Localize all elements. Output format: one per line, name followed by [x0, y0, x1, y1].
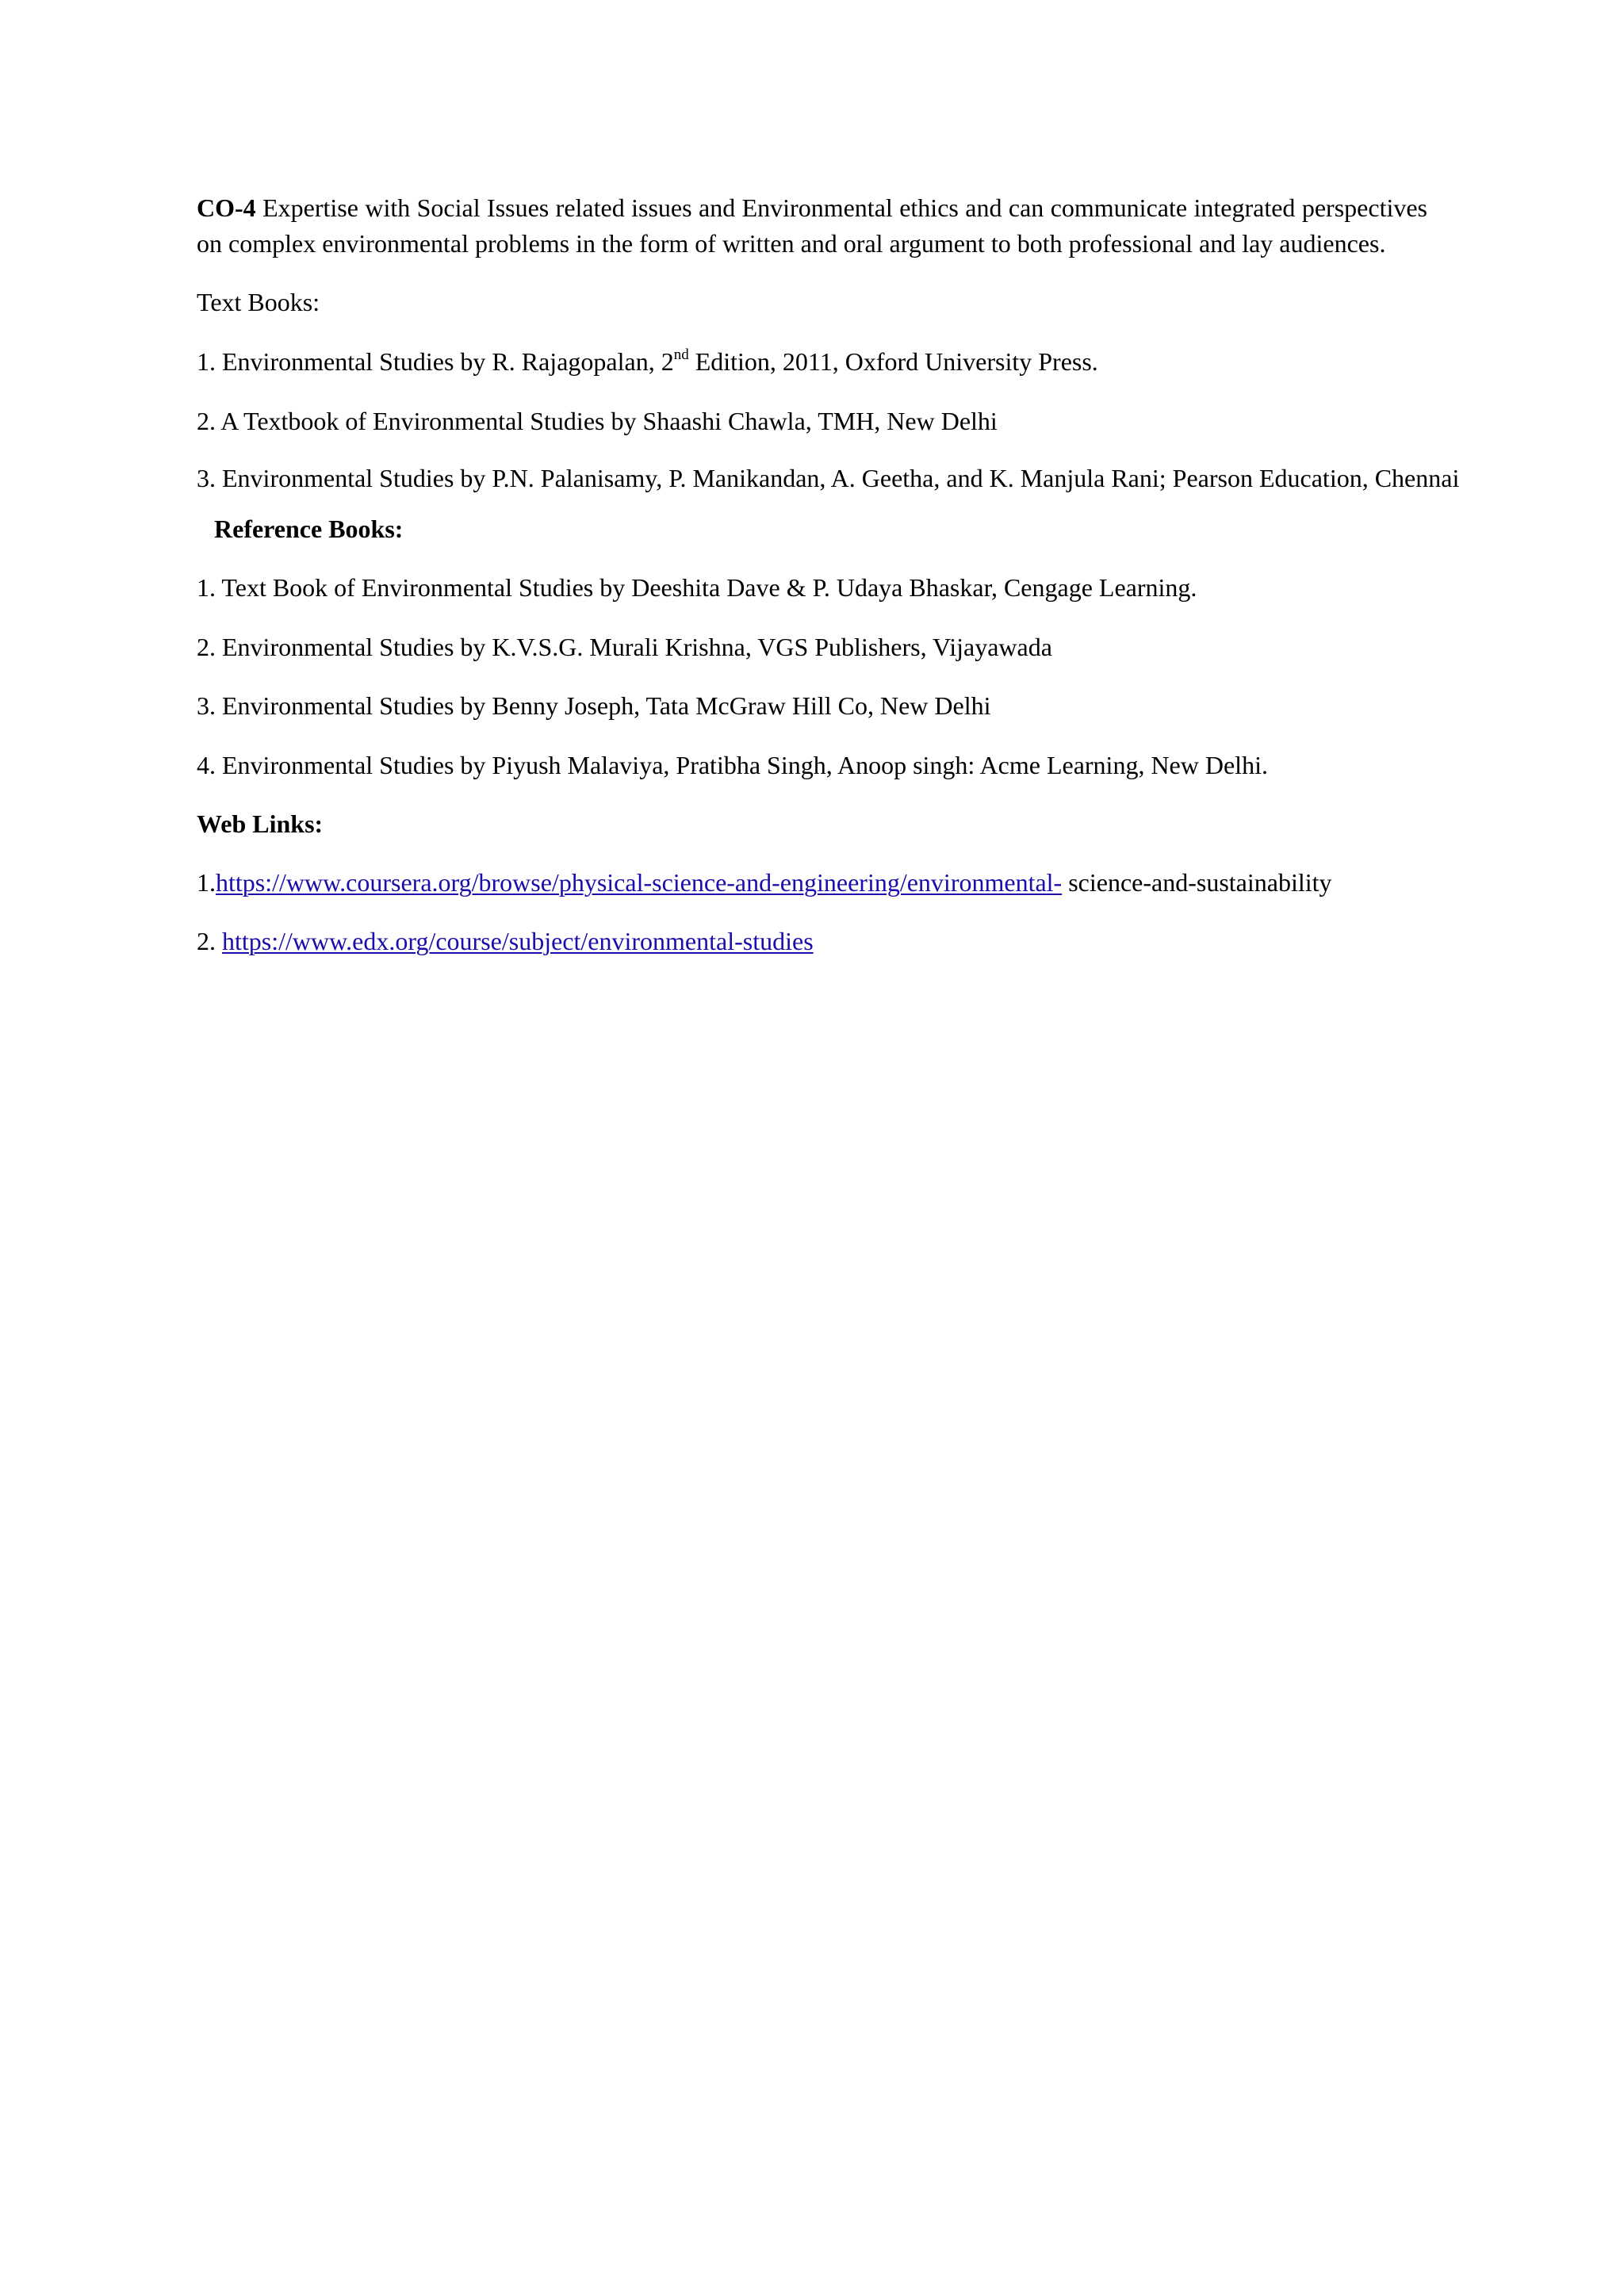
text-book-1-edition: Edition, 2011, Oxford University Press.: [688, 347, 1098, 376]
reference-book-item-3: 3. Environmental Studies by Benny Joseph, Tata McGraw Hill Co, New Delhi: [197, 691, 991, 720]
text-book-item-2: 2. A Textbook of Environmental Studies by Shaashi Chawla, TMH, New Delhi: [197, 407, 998, 435]
web-link-2-prefix: 2.: [197, 927, 222, 955]
web-link-item-2: [197, 924, 1465, 959]
document-page: [197, 190, 1465, 959]
co4-text: Expertise with Social Issues related issues and Environmental ethics and can communicate integrated perspectives on complex environmental problems in the form of written and oral argument to both professional and lay audiences.: [197, 193, 1427, 258]
web-link-1-suffix: science-and-sustainability: [1062, 868, 1332, 897]
reference-books-heading: Reference Books:: [214, 515, 404, 543]
co4-label: CO-4: [197, 193, 256, 222]
reference-book-item-2: 2. Environmental Studies by K.V.S.G. Murali Krishna, VGS Publishers, Vijayawada: [197, 633, 1052, 661]
text-book-1-title: 1. Environmental Studies by R. Rajagopalan, 2: [197, 347, 674, 376]
text-books-heading: Text Books:: [197, 288, 320, 316]
text-book-item-3: 3. Environmental Studies by P.N. Palanisamy, P. Manikandan, A. Geetha, and K. Manjula Rani; Pearson Education, Chennai: [197, 464, 1460, 492]
reference-book-item-1: 1. Text Book of Environmental Studies by Deeshita Dave & P. Udaya Bhaskar, Cengage Learning.: [197, 573, 1197, 602]
coursera-link[interactable]: https://www.coursera.org/browse/physical-science-and-engineering/environmental-: [216, 868, 1063, 897]
web-link-1-prefix: 1.: [197, 868, 216, 897]
web-link-item-1: [197, 865, 1465, 901]
text-book-item-1: [197, 344, 1465, 380]
course-outcome-co4: [197, 190, 1427, 262]
reference-book-item-4: 4. Environmental Studies by Piyush Malaviya, Pratibha Singh, Anoop singh: Acme Learning, New Delhi.: [197, 751, 1268, 779]
edx-link[interactable]: https://www.edx.org/course/subject/environmental-studies: [222, 927, 814, 955]
text-book-1-superscript: nd: [673, 346, 689, 363]
web-links-heading: Web Links:: [197, 809, 324, 838]
